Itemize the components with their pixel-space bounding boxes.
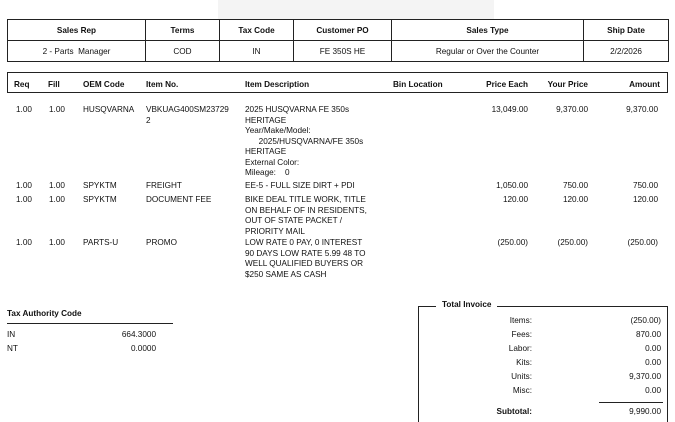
customer-po-label: Customer PO xyxy=(294,20,392,41)
kits-total-label: Kits: xyxy=(516,358,532,367)
row-price-each: 13,049.00 xyxy=(491,105,528,114)
row-fill: 1.00 xyxy=(49,238,65,247)
row-amount: 750.00 xyxy=(632,181,658,190)
row-oem-code: SPYKTM xyxy=(83,181,117,190)
misc-total-value: 0.00 xyxy=(645,386,661,395)
row-price-each: 1,050.00 xyxy=(496,181,528,190)
tax-rate-nt: 0.0000 xyxy=(130,344,156,353)
terms-label: Terms xyxy=(146,20,220,41)
row-fill: 1.00 xyxy=(49,195,65,204)
order-header-labels xyxy=(8,20,669,41)
units-total-label: Units: xyxy=(511,372,532,381)
order-header-values xyxy=(8,41,669,62)
item-description-header: Item Description xyxy=(245,80,310,89)
fill-header: Fill xyxy=(48,80,60,89)
your-price-header: Your Price xyxy=(547,80,588,89)
terms-value: COD xyxy=(146,41,220,62)
tax-code-nt: NT xyxy=(7,344,18,353)
price-each-header: Price Each xyxy=(486,80,528,89)
row-amount: (250.00) xyxy=(627,238,658,247)
row-oem-code: PARTS-U xyxy=(83,238,119,247)
tax-code-in: IN xyxy=(7,330,16,339)
row-item-no: DOCUMENT FEE xyxy=(146,195,212,204)
sales-type-label: Sales Type xyxy=(392,20,584,41)
items-total-label: Items: xyxy=(509,316,532,325)
row-req: 1.00 xyxy=(16,195,32,204)
tax-authority-title: Tax Authority Code xyxy=(7,309,82,318)
subtotal-value: 9,990.00 xyxy=(629,407,661,416)
items-total-value: (250.00) xyxy=(630,316,661,325)
row-fill: 1.00 xyxy=(49,181,65,190)
tax-rate-in: 664.3000 xyxy=(121,330,156,339)
fees-total-value: 870.00 xyxy=(635,330,661,339)
row-your-price: 750.00 xyxy=(562,181,588,190)
row-item-no: VBKUAG400SM23729 2 xyxy=(146,105,229,125)
row-description: BIKE DEAL TITLE WORK, TITLE ON BEHALF OF IN RESIDENTS, OUT OF STATE PACKET / PRIORITY MAIL xyxy=(245,195,367,236)
row-description: EE-5 - FULL SIZE DIRT + PDI xyxy=(245,181,355,190)
row-req: 1.00 xyxy=(16,181,32,190)
tax-code-label: Tax Code xyxy=(220,20,294,41)
total-invoice-title: Total Invoice xyxy=(436,300,497,309)
item-no-header: Item No. xyxy=(146,80,179,89)
row-your-price: (250.00) xyxy=(557,238,588,247)
kits-total-value: 0.00 xyxy=(645,358,661,367)
row-fill: 1.00 xyxy=(49,105,65,114)
row-req: 1.00 xyxy=(16,105,32,114)
row-your-price: 120.00 xyxy=(562,195,588,204)
row-description: 2025 HUSQVARNA FE 350s HERITAGE Year/Make/Model: 2025/HUSQVARNA/FE 350s HERITAGE External Color: Mileage: 0 xyxy=(245,105,364,177)
sales-rep-label: Sales Rep xyxy=(8,20,146,41)
row-req: 1.00 xyxy=(16,238,32,247)
subtotal-divider xyxy=(599,402,663,403)
labor-total-label: Labor: xyxy=(508,344,532,353)
units-total-value: 9,370.00 xyxy=(629,372,661,381)
row-oem-code: HUSQVARNA xyxy=(83,105,135,114)
labor-total-value: 0.00 xyxy=(645,344,661,353)
row-oem-code: SPYKTM xyxy=(83,195,117,204)
customer-po-value: FE 350S HE xyxy=(294,41,392,62)
order-header-table xyxy=(7,19,669,62)
ship-date-value: 2/2/2026 xyxy=(584,41,669,62)
tax-authority-divider xyxy=(7,323,173,324)
sales-type-value: Regular or Over the Counter xyxy=(392,41,584,62)
top-banner-shade xyxy=(218,0,494,20)
row-item-no: FREIGHT xyxy=(146,181,182,190)
row-amount: 120.00 xyxy=(632,195,658,204)
fees-total-label: Fees: xyxy=(511,330,532,339)
row-item-no: PROMO xyxy=(146,238,177,247)
row-your-price: 9,370.00 xyxy=(556,105,588,114)
ship-date-label: Ship Date xyxy=(584,20,669,41)
tax-code-value: IN xyxy=(220,41,294,62)
row-price-each: (250.00) xyxy=(497,238,528,247)
row-price-each: 120.00 xyxy=(502,195,528,204)
bin-location-header: Bin Location xyxy=(393,80,443,89)
amount-header: Amount xyxy=(629,80,660,89)
misc-total-label: Misc: xyxy=(512,386,532,395)
oem-code-header: OEM Code xyxy=(83,80,125,89)
row-description: LOW RATE 0 PAY, 0 INTEREST 90 DAYS LOW RATE 5.99 48 TO WELL QUALIFIED BUYERS OR $250 SAME AS CASH xyxy=(245,238,366,279)
sales-rep-value: 2 - Parts Manager xyxy=(8,41,146,62)
req-header: Req xyxy=(14,80,30,89)
subtotal-label: Subtotal: xyxy=(496,407,532,416)
row-amount: 9,370.00 xyxy=(626,105,658,114)
